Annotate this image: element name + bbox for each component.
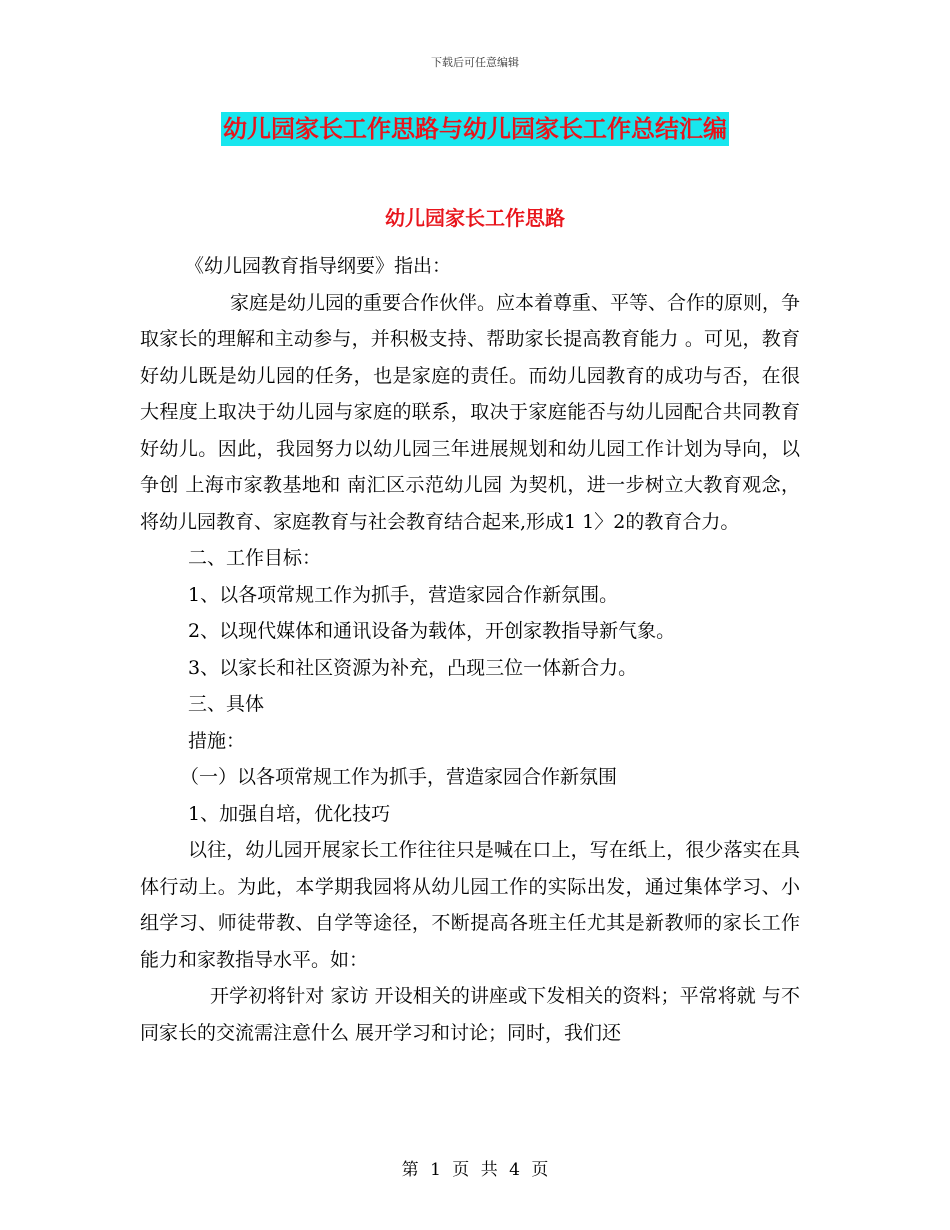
heading-specific: 三、具体 [188, 693, 265, 715]
paragraph-previously: 以往，幼儿园开展家长工作往往只是喊在口上，写在纸上，很少落实在具体行动上。为此，本学期我园将从幼儿园工作的实际出发，通过集体学习、小组学习、师徒带教、自学等途径，不断提高各班主任尤其是新教师的家长工作能力和家教指导水平。如： [140, 839, 800, 971]
paragraph-start-of-term: 开学初将针对 家访 开设相关的讲座或下发相关的资料；平常将就 与不同家长的交流需注意什么 展开学习和讨论；同时，我们还 [140, 985, 800, 1044]
page-indicator: 第 1 页 共 4 页 [401, 1160, 549, 1180]
header-note: 下载后可任意编辑 [431, 56, 519, 69]
subheading-self-training: 1、加强自培，优化技巧 [188, 802, 391, 825]
subheading-routine-work: （一）以各项常规工作为抓手，营造家园合作新氛围 [180, 766, 618, 788]
list-item-goal-1: 1、以各项常规工作为抓手，营造家园合作新氛围。 [188, 583, 619, 606]
document-title: 幼儿园家长工作思路与幼儿园家长工作总结汇编 [221, 112, 729, 146]
heading-work-goals: 二、工作目标： [188, 547, 322, 569]
section-title: 幼儿园家长工作思路 [385, 206, 565, 230]
heading-measures: 措施： [188, 729, 246, 752]
paragraph-family-partner: 家庭是幼儿园的重要合作伙伴。应本着尊重、平等、合作的原则，争取家长的理解和主动参与，并积极支持、帮助家长提高教育能力 。可见，教育好幼儿既是幼儿园的任务，也是家庭的责任。而幼儿园教育的成功与否，在很大程度上取决于幼儿园与家庭的联系，取决于家庭能否与幼儿园配合共同教育好幼儿。因此，我园努力以幼儿园三年进展规划和幼儿园工作计划为导向，以争创 上海市家教基地和 南汇区示范幼儿园 为契机，进一步树立大教育观念，将幼儿园教育、家庭教育与社会教育结合起来,形成1 1〉2的教育合力。 [140, 291, 801, 533]
document-body [140, 248, 800, 1051]
list-item-goal-2: 2、以现代媒体和通讯设备为载体，开创家教指导新气象。 [188, 620, 676, 642]
paragraph-quote-intro: 《幼儿园教育指导纲要》指出： [185, 255, 452, 277]
list-item-goal-3: 3、以家长和社区资源为补充，凸现三位一体新合力。 [188, 656, 638, 679]
document-title-container [0, 112, 950, 146]
